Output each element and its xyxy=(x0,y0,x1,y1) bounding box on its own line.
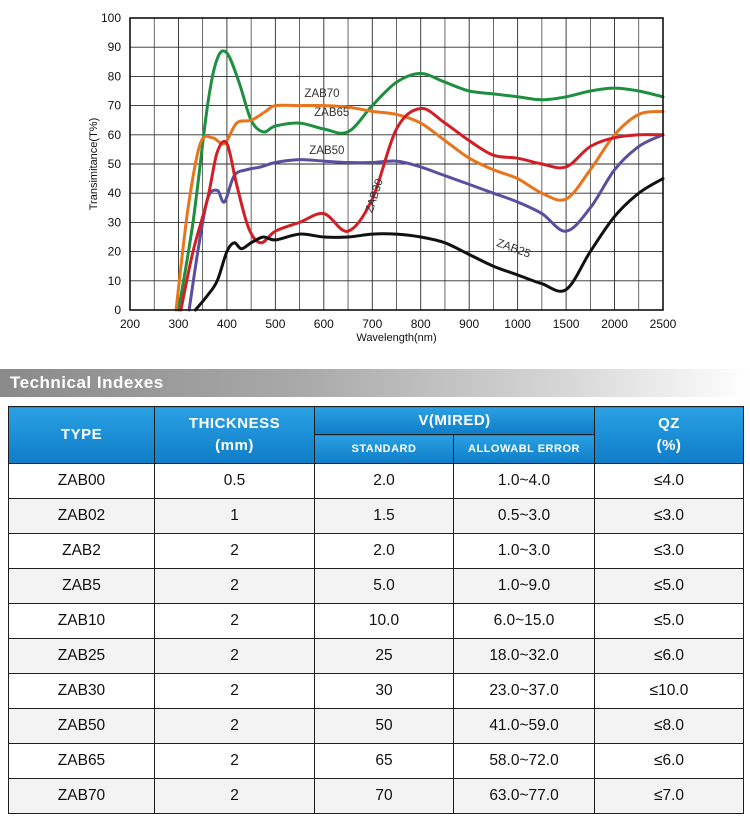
curve-label-zab25: ZAB25 xyxy=(494,237,532,261)
x-tick-label: 600 xyxy=(313,317,334,331)
cell-qz: ≤4.0 xyxy=(595,464,744,499)
cell-type: ZAB2 xyxy=(9,534,155,569)
table-row xyxy=(9,499,744,534)
header-type: TYPE xyxy=(9,407,155,464)
chart-series xyxy=(176,51,663,310)
x-tick-label: 700 xyxy=(362,317,383,331)
table-row xyxy=(9,744,744,779)
cell-type: ZAB30 xyxy=(9,674,155,709)
table-row xyxy=(9,604,744,639)
x-tick-label: 200 xyxy=(119,317,141,331)
cell-qz: ≤5.0 xyxy=(595,569,744,604)
x-tick-label: 2500 xyxy=(649,317,677,331)
x-tick-label: 300 xyxy=(168,317,189,331)
header-qz-unit: (%) xyxy=(656,437,682,454)
cell-type: ZAB10 xyxy=(9,604,155,639)
cell-standard: 25 xyxy=(315,639,454,674)
header-qz-label: QZ xyxy=(658,415,680,432)
cell-standard: 70 xyxy=(315,779,454,814)
cell-thickness: 2 xyxy=(155,674,315,709)
header-qz xyxy=(595,407,744,464)
y-tick-label: 70 xyxy=(107,98,121,113)
x-tick-label: 800 xyxy=(410,317,431,331)
section-title: Technical Indexes xyxy=(10,373,164,392)
cell-type: ZAB70 xyxy=(9,779,155,814)
header-standard: STANDARD xyxy=(315,435,454,464)
y-axis-title: Transimitance(T%) xyxy=(88,117,100,211)
cell-type: ZAB5 xyxy=(9,569,155,604)
cell-error: 63.0~77.0 xyxy=(454,779,595,814)
cell-thickness: 2 xyxy=(155,534,315,569)
table-row xyxy=(9,674,744,709)
cell-qz: ≤6.0 xyxy=(595,744,744,779)
cell-thickness: 2 xyxy=(155,569,315,604)
series-line-zab25 xyxy=(195,179,663,310)
cell-error: 1.0~4.0 xyxy=(454,464,595,499)
cell-type: ZAB65 xyxy=(9,744,155,779)
cell-thickness: 0.5 xyxy=(155,464,315,499)
header-thickness-unit: (mm) xyxy=(215,437,254,454)
cell-qz: ≤10.0 xyxy=(595,674,744,709)
y-tick-label: 90 xyxy=(107,40,121,55)
cell-thickness: 2 xyxy=(155,604,315,639)
cell-standard: 30 xyxy=(315,674,454,709)
technical-indexes-table xyxy=(8,406,744,814)
table-row xyxy=(9,569,744,604)
cell-standard: 2.0 xyxy=(315,464,454,499)
cell-qz: ≤5.0 xyxy=(595,604,744,639)
curve-label-zab50: ZAB50 xyxy=(309,144,345,157)
cell-error: 58.0~72.0 xyxy=(454,744,595,779)
cell-qz: ≤3.0 xyxy=(595,499,744,534)
x-axis-title: Wavelength(nm) xyxy=(356,332,437,344)
cell-qz: ≤7.0 xyxy=(595,779,744,814)
cell-qz: ≤6.0 xyxy=(595,639,744,674)
cell-thickness: 2 xyxy=(155,709,315,744)
y-tick-label: 100 xyxy=(100,11,121,25)
header-vmired: V(MIRED) xyxy=(315,407,595,435)
cell-standard: 2.0 xyxy=(315,534,454,569)
x-tick-label: 400 xyxy=(216,317,237,331)
table-row xyxy=(9,709,744,744)
cell-error: 1.0~9.0 xyxy=(454,569,595,604)
cell-type: ZAB25 xyxy=(9,639,155,674)
cell-qz: ≤8.0 xyxy=(595,709,744,744)
table-row xyxy=(9,639,744,674)
x-tick-label: 900 xyxy=(459,317,480,331)
transmittance-chart xyxy=(0,0,750,360)
y-tick-label: 30 xyxy=(107,215,121,230)
y-tick-label: 0 xyxy=(114,303,121,317)
y-tick-label: 20 xyxy=(107,244,121,259)
cell-type: ZAB02 xyxy=(9,499,155,534)
cell-error: 18.0~32.0 xyxy=(454,639,595,674)
y-tick-label: 60 xyxy=(107,127,121,142)
table-row xyxy=(9,779,744,814)
cell-standard: 10.0 xyxy=(315,604,454,639)
curve-label-zab65: ZAB65 xyxy=(314,106,350,119)
cell-thickness: 2 xyxy=(155,744,315,779)
x-tick-label: 500 xyxy=(265,317,286,331)
cell-standard: 5.0 xyxy=(315,569,454,604)
y-tick-label: 10 xyxy=(107,273,121,288)
cell-error: 23.0~37.0 xyxy=(454,674,595,709)
y-tick-label: 80 xyxy=(107,69,121,84)
table-row xyxy=(9,464,744,499)
cell-qz: ≤3.0 xyxy=(595,534,744,569)
table-row xyxy=(9,534,744,569)
header-thickness-label: THICKNESS xyxy=(188,415,281,432)
cell-standard: 1.5 xyxy=(315,499,454,534)
cell-standard: 65 xyxy=(315,744,454,779)
x-tick-label: 1000 xyxy=(504,317,531,331)
section-header xyxy=(0,369,750,397)
curve-label-zab70: ZAB70 xyxy=(304,87,340,100)
y-tick-label: 50 xyxy=(107,157,121,171)
cell-error: 6.0~15.0 xyxy=(454,604,595,639)
curve-label-zab30: ZAB30 xyxy=(363,177,386,215)
cell-type: ZAB50 xyxy=(9,709,155,744)
cell-error: 0.5~3.0 xyxy=(454,499,595,534)
x-tick-label: 2000 xyxy=(601,317,628,331)
cell-thickness: 2 xyxy=(155,639,315,674)
cell-thickness: 2 xyxy=(155,779,315,814)
cell-error: 41.0~59.0 xyxy=(454,709,595,744)
header-thickness xyxy=(155,407,315,464)
x-tick-label: 1500 xyxy=(552,317,580,331)
cell-type: ZAB00 xyxy=(9,464,155,499)
header-allowable-error: ALLOWABL ERROR xyxy=(454,435,595,464)
y-tick-label: 40 xyxy=(107,186,121,201)
cell-thickness: 1 xyxy=(155,499,315,534)
chart-curve-labels xyxy=(304,88,532,261)
cell-error: 1.0~3.0 xyxy=(454,534,595,569)
cell-standard: 50 xyxy=(315,709,454,744)
